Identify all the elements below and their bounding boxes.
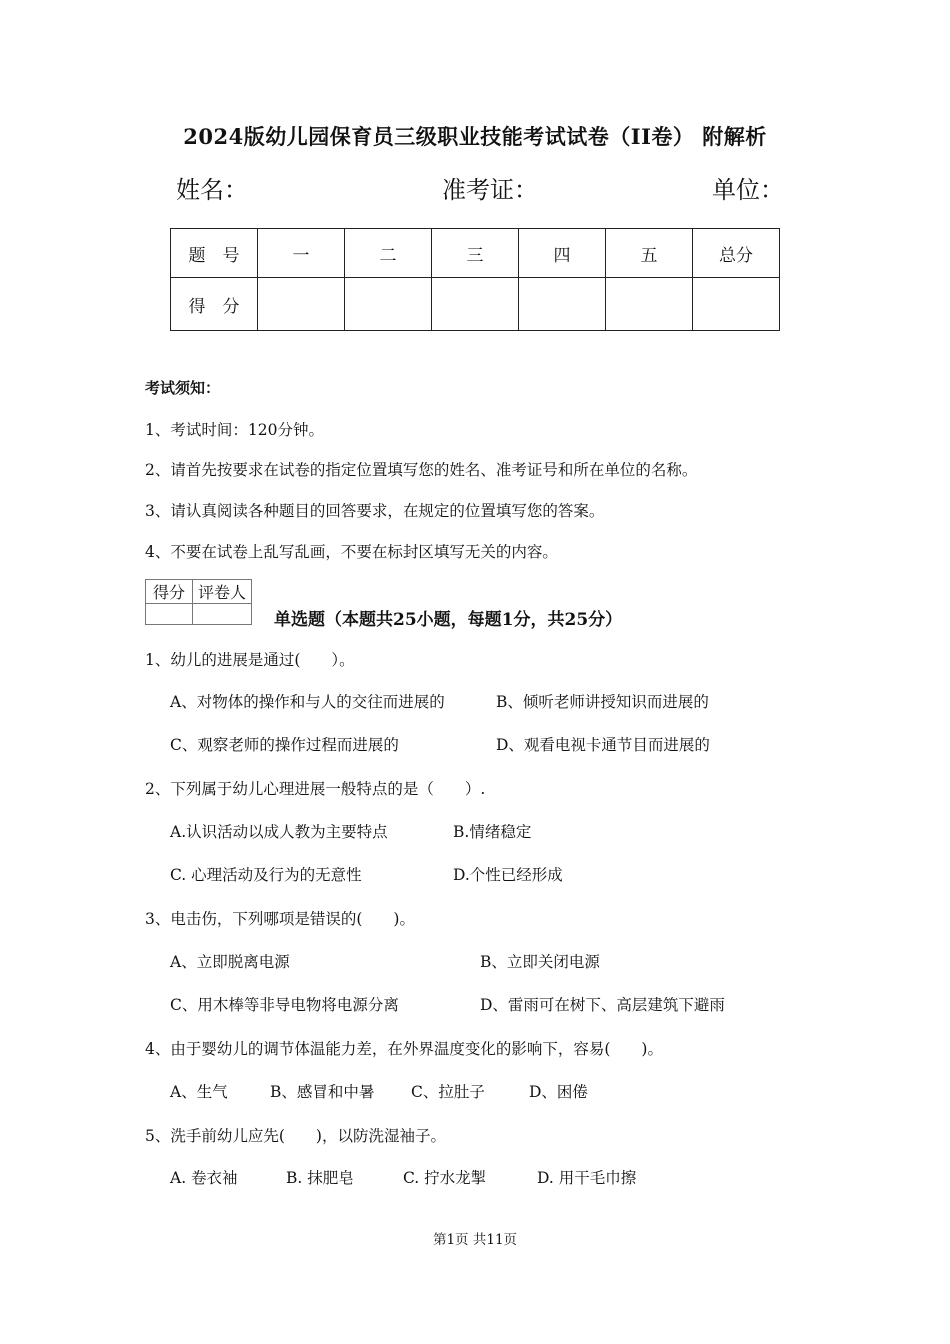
notice-item: 3、请认真阅读各种题目的回答要求，在规定的位置填写您的答案。: [145, 502, 605, 520]
score-row-label: 得 分: [171, 278, 258, 331]
page-title: 2024版幼儿园保育员三级职业技能考试试卷（II卷） 附解析: [183, 124, 767, 149]
question-stem: 3、电击伤，下列哪项是错误的( )。: [145, 910, 415, 928]
question-option: A、对物体的操作和与人的交往而进展的: [170, 693, 445, 711]
question-option: B. 抹肥皂: [286, 1169, 354, 1187]
notice-item: 2、请首先按要求在试卷的指定位置填写您的姓名、准考证号和所在单位的名称。: [145, 461, 698, 479]
question-option: C、拉肚子: [411, 1083, 485, 1101]
score-cell-3[interactable]: [432, 278, 519, 331]
grader-reviewer-label: 评卷人: [193, 580, 252, 604]
question-option: A. 卷衣袖: [170, 1169, 238, 1187]
score-table-header-total: 总分: [693, 229, 780, 278]
question-option: D. 用干毛巾擦: [537, 1169, 637, 1187]
question-option: D、雷雨可在树下、高层建筑下避雨: [480, 996, 725, 1014]
score-cell-1[interactable]: [258, 278, 345, 331]
name-field-label: 姓名：: [176, 176, 248, 204]
question-stem: 1、幼儿的进展是通过( ）。: [145, 651, 355, 669]
question-option: C、观察老师的操作过程而进展的: [170, 736, 399, 754]
question-option: A、生气: [170, 1083, 228, 1101]
question-stem: 4、由于婴幼儿的调节体温能力差，在外界温度变化的影响下，容易( )。: [145, 1040, 663, 1058]
question-option: D、困倦: [529, 1083, 588, 1101]
grader-table: [145, 579, 252, 625]
score-table-header-2: 二: [345, 229, 432, 278]
question-option: C、用木棒等非导电物将电源分离: [170, 996, 399, 1014]
unit-field-label: 单位：: [712, 176, 784, 204]
section-title: 单选题（本题共25小题，每题1分，共25分）: [274, 610, 623, 630]
question-option: B.情绪稳定: [453, 823, 532, 841]
score-table-header-5: 五: [606, 229, 693, 278]
question-option: A、立即脱离电源: [170, 953, 290, 971]
score-table-header-3: 三: [432, 229, 519, 278]
score-cell-total[interactable]: [693, 278, 780, 331]
exam-id-field-label: 准考证：: [442, 176, 538, 204]
question-option: A.认识活动以成人教为主要特点: [170, 823, 388, 841]
question-option: D、观看电视卡通节目而进展的: [496, 736, 710, 754]
grader-reviewer-cell[interactable]: [193, 604, 252, 625]
question-option: C. 心理活动及行为的无意性: [170, 866, 362, 884]
question-stem: 2、下列属于幼儿心理进展一般特点的是（ ）.: [145, 780, 486, 798]
score-cell-5[interactable]: [606, 278, 693, 331]
score-table-header-4: 四: [519, 229, 606, 278]
question-option: C. 拧水龙掣: [403, 1169, 487, 1187]
score-table: [170, 228, 780, 331]
grader-score-label: 得分: [146, 580, 193, 604]
score-table-header-label: 题 号: [171, 229, 258, 278]
question-option: B、立即关闭电源: [480, 953, 600, 971]
question-stem: 5、洗手前幼儿应先( )，以防洗湿袖子。: [145, 1127, 446, 1145]
score-cell-2[interactable]: [345, 278, 432, 331]
page-footer: 第1页 共11页: [432, 1232, 518, 1248]
score-table-header-1: 一: [258, 229, 345, 278]
question-option: B、倾听老师讲授知识而进展的: [496, 693, 709, 711]
notice-heading: 考试须知：: [145, 379, 221, 397]
score-cell-4[interactable]: [519, 278, 606, 331]
notice-item: 1、考试时间：120分钟。: [145, 421, 324, 439]
question-option: D.个性已经形成: [453, 866, 563, 884]
question-option: B、感冒和中暑: [270, 1083, 375, 1101]
grader-score-cell[interactable]: [146, 604, 193, 625]
notice-item: 4、不要在试卷上乱写乱画，不要在标封区填写无关的内容。: [145, 543, 558, 561]
